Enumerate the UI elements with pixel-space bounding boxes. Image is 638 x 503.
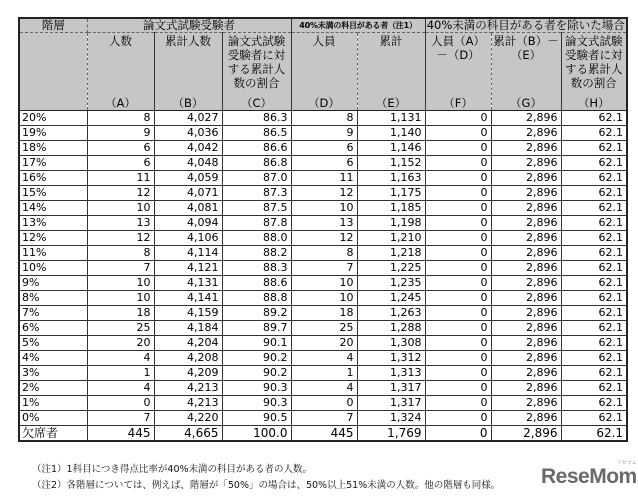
table-row <box>19 381 627 396</box>
value-cell: 0 <box>425 246 491 261</box>
value-cell: 0 <box>425 291 491 306</box>
value-cell: 25 <box>87 321 154 336</box>
value-cell: 62.1 <box>561 201 627 216</box>
value-cell: 62.1 <box>561 216 627 231</box>
resemom-logo <box>541 460 637 489</box>
value-cell: 0 <box>425 111 491 126</box>
level-cell: 欠席者 <box>19 426 87 442</box>
value-cell: 1,146 <box>357 141 425 156</box>
level-cell: 3% <box>19 366 87 381</box>
value-cell: 0 <box>425 306 491 321</box>
value-cell: 62.1 <box>561 411 627 426</box>
value-cell: 1,152 <box>357 156 425 171</box>
value-cell: 1,140 <box>357 126 425 141</box>
value-cell: 2,896 <box>491 366 561 381</box>
header-col-b: 累計人数 （B） <box>154 33 222 111</box>
value-cell: 11 <box>291 171 357 186</box>
value-cell: 2,896 <box>491 141 561 156</box>
value-cell: 90.1 <box>222 336 291 351</box>
value-cell: 0 <box>425 126 491 141</box>
value-cell: 0 <box>425 351 491 366</box>
table-row <box>19 171 627 186</box>
value-cell: 2,896 <box>491 306 561 321</box>
value-cell: 4,184 <box>154 321 222 336</box>
value-cell: 90.5 <box>222 411 291 426</box>
value-cell: 4,071 <box>154 186 222 201</box>
value-cell: 62.1 <box>561 351 627 366</box>
value-cell: 4,106 <box>154 231 222 246</box>
value-cell: 0 <box>425 426 491 442</box>
value-cell: 25 <box>291 321 357 336</box>
value-cell: 445 <box>291 426 357 442</box>
value-cell: 20 <box>291 336 357 351</box>
value-cell: 4,208 <box>154 351 222 366</box>
value-cell: 62.1 <box>561 141 627 156</box>
value-cell: 87.5 <box>222 201 291 216</box>
value-cell: 0 <box>425 186 491 201</box>
header-col-a: 人数 （A） <box>87 33 154 111</box>
value-cell: 1,163 <box>357 171 425 186</box>
level-cell: 5% <box>19 336 87 351</box>
value-cell: 13 <box>291 216 357 231</box>
value-cell: 2,896 <box>491 261 561 276</box>
table-row <box>19 126 627 141</box>
value-cell: 2,896 <box>491 396 561 411</box>
value-cell: 0 <box>425 411 491 426</box>
value-cell: 86.8 <box>222 156 291 171</box>
value-cell: 4,121 <box>154 261 222 276</box>
value-cell: 62.1 <box>561 246 627 261</box>
value-cell: 11 <box>87 171 154 186</box>
value-cell: 7 <box>291 411 357 426</box>
value-cell: 0 <box>425 396 491 411</box>
value-cell: 87.0 <box>222 171 291 186</box>
value-cell: 1,175 <box>357 186 425 201</box>
table-row <box>19 411 627 426</box>
value-cell: 7 <box>87 411 154 426</box>
value-cell: 2,896 <box>491 381 561 396</box>
level-cell: 18% <box>19 141 87 156</box>
value-cell: 62.1 <box>561 171 627 186</box>
value-cell: 1 <box>291 366 357 381</box>
value-cell: 4,094 <box>154 216 222 231</box>
level-cell: 19% <box>19 126 87 141</box>
value-cell: 6 <box>87 156 154 171</box>
table-row <box>19 351 627 366</box>
value-cell: 8 <box>291 246 357 261</box>
value-cell: 88.2 <box>222 246 291 261</box>
value-cell: 2,896 <box>491 186 561 201</box>
value-cell: 4,081 <box>154 201 222 216</box>
value-cell: 2,896 <box>491 126 561 141</box>
level-cell: 16% <box>19 171 87 186</box>
value-cell: 4,027 <box>154 111 222 126</box>
table-row <box>19 186 627 201</box>
level-cell: 2% <box>19 381 87 396</box>
value-cell: 88.6 <box>222 276 291 291</box>
value-cell: 1,245 <box>357 291 425 306</box>
table-row <box>19 321 627 336</box>
table-row <box>19 201 627 216</box>
table-row <box>19 156 627 171</box>
value-cell: 7 <box>87 261 154 276</box>
value-cell: 10 <box>291 201 357 216</box>
value-cell: 1,769 <box>357 426 425 442</box>
value-cell: 2,896 <box>491 111 561 126</box>
value-cell: 6 <box>87 141 154 156</box>
level-cell: 4% <box>19 351 87 366</box>
table-row <box>19 111 627 126</box>
value-cell: 0 <box>425 156 491 171</box>
value-cell: 1,218 <box>357 246 425 261</box>
header-col-e: 累計 （E） <box>357 33 425 111</box>
value-cell: 8 <box>87 246 154 261</box>
footnote-1: （注1）1科目につき得点比率が40%未満の科目がある者の人数。 <box>32 464 313 475</box>
value-cell: 12 <box>291 231 357 246</box>
value-cell: 0 <box>425 216 491 231</box>
table-row <box>19 426 627 442</box>
value-cell: 0 <box>291 396 357 411</box>
level-cell: 11% <box>19 246 87 261</box>
value-cell: 9 <box>87 126 154 141</box>
value-cell: 86.6 <box>222 141 291 156</box>
value-cell: 0 <box>425 276 491 291</box>
value-cell: 2,896 <box>491 201 561 216</box>
value-cell: 88.3 <box>222 261 291 276</box>
value-cell: 12 <box>87 186 154 201</box>
header-row-groups <box>19 18 627 33</box>
table-row <box>19 306 627 321</box>
value-cell: 7 <box>291 261 357 276</box>
value-cell: 4 <box>291 351 357 366</box>
value-cell: 2,896 <box>491 411 561 426</box>
value-cell: 4,036 <box>154 126 222 141</box>
value-cell: 10 <box>87 201 154 216</box>
value-cell: 18 <box>291 306 357 321</box>
level-cell: 20% <box>19 111 87 126</box>
header-level: 階層 <box>19 18 87 33</box>
table-row <box>19 141 627 156</box>
value-cell: 0 <box>87 396 154 411</box>
header-col-g: 累計（B）－（E） （G） <box>491 33 561 111</box>
value-cell: 1,263 <box>357 306 425 321</box>
value-cell: 20 <box>87 336 154 351</box>
level-cell: 12% <box>19 231 87 246</box>
value-cell: 10 <box>87 291 154 306</box>
table-row <box>19 291 627 306</box>
level-cell: 10% <box>19 261 87 276</box>
level-cell: 0% <box>19 411 87 426</box>
value-cell: 1 <box>87 366 154 381</box>
value-cell: 87.3 <box>222 186 291 201</box>
value-cell: 1,317 <box>357 381 425 396</box>
value-cell: 0 <box>425 141 491 156</box>
value-cell: 4,141 <box>154 291 222 306</box>
value-cell: 1,198 <box>357 216 425 231</box>
value-cell: 10 <box>291 291 357 306</box>
value-cell: 2,896 <box>491 156 561 171</box>
value-cell: 100.0 <box>222 426 291 442</box>
level-cell: 9% <box>19 276 87 291</box>
value-cell: 445 <box>87 426 154 442</box>
value-cell: 4,213 <box>154 381 222 396</box>
value-cell: 0 <box>425 261 491 276</box>
value-cell: 89.2 <box>222 306 291 321</box>
value-cell: 2,896 <box>491 231 561 246</box>
value-cell: 62.1 <box>561 426 627 442</box>
value-cell: 4 <box>87 381 154 396</box>
value-cell: 4,048 <box>154 156 222 171</box>
header-col-c: 論文式試験受験者に対する累計人数の割合 （C） <box>222 33 291 111</box>
value-cell: 10 <box>291 276 357 291</box>
value-cell: 4,209 <box>154 366 222 381</box>
value-cell: 2,896 <box>491 336 561 351</box>
value-cell: 1,210 <box>357 231 425 246</box>
value-cell: 4 <box>87 351 154 366</box>
results-table <box>18 17 628 442</box>
value-cell: 1,308 <box>357 336 425 351</box>
value-cell: 2,896 <box>491 321 561 336</box>
value-cell: 87.8 <box>222 216 291 231</box>
value-cell: 89.7 <box>222 321 291 336</box>
value-cell: 1,131 <box>357 111 425 126</box>
value-cell: 1,288 <box>357 321 425 336</box>
table-row <box>19 396 627 411</box>
level-cell: 13% <box>19 216 87 231</box>
value-cell: 0 <box>425 171 491 186</box>
value-cell: 2,896 <box>491 171 561 186</box>
table-row <box>19 366 627 381</box>
value-cell: 62.1 <box>561 336 627 351</box>
value-cell: 0 <box>425 201 491 216</box>
value-cell: 62.1 <box>561 276 627 291</box>
value-cell: 1,313 <box>357 366 425 381</box>
table-row <box>19 216 627 231</box>
value-cell: 0 <box>425 336 491 351</box>
level-cell: 8% <box>19 291 87 306</box>
table-row <box>19 276 627 291</box>
value-cell: 4,131 <box>154 276 222 291</box>
value-cell: 62.1 <box>561 291 627 306</box>
value-cell: 88.0 <box>222 231 291 246</box>
header-group-under-40: 40%未満の科目がある者（注1） <box>291 18 425 33</box>
value-cell: 1,225 <box>357 261 425 276</box>
value-cell: 9 <box>291 126 357 141</box>
value-cell: 4 <box>291 381 357 396</box>
level-cell: 17% <box>19 156 87 171</box>
level-cell: 6% <box>19 321 87 336</box>
table-row <box>19 336 627 351</box>
value-cell: 1,185 <box>357 201 425 216</box>
value-cell: 6 <box>291 141 357 156</box>
value-cell: 62.1 <box>561 366 627 381</box>
value-cell: 2,896 <box>491 246 561 261</box>
header-col-level <box>19 33 87 111</box>
footnote-2: （注2）各階層については、例えば、階層が「50%」の場合は、50%以上51%未満の人数。他の階層も同様。 <box>32 480 501 491</box>
level-cell: 1% <box>19 396 87 411</box>
value-cell: 4,159 <box>154 306 222 321</box>
value-cell: 0 <box>425 366 491 381</box>
value-cell: 10 <box>87 276 154 291</box>
value-cell: 4,665 <box>154 426 222 442</box>
logo-text: ReseMom <box>541 465 637 488</box>
table-row <box>19 246 627 261</box>
value-cell: 2,896 <box>491 426 561 442</box>
value-cell: 86.5 <box>222 126 291 141</box>
value-cell: 2,896 <box>491 276 561 291</box>
value-cell: 12 <box>291 186 357 201</box>
level-cell: 7% <box>19 306 87 321</box>
value-cell: 62.1 <box>561 381 627 396</box>
header-row-columns <box>19 33 627 111</box>
value-cell: 1,324 <box>357 411 425 426</box>
value-cell: 62.1 <box>561 126 627 141</box>
value-cell: 4,220 <box>154 411 222 426</box>
value-cell: 0 <box>425 231 491 246</box>
value-cell: 18 <box>87 306 154 321</box>
value-cell: 62.1 <box>561 186 627 201</box>
value-cell: 4,059 <box>154 171 222 186</box>
value-cell: 2,896 <box>491 351 561 366</box>
header-col-h: 論文式試験受験者に対する累計人数の割合 （H） <box>561 33 627 111</box>
value-cell: 62.1 <box>561 156 627 171</box>
value-cell: 86.3 <box>222 111 291 126</box>
value-cell: 1,317 <box>357 396 425 411</box>
value-cell: 62.1 <box>561 231 627 246</box>
value-cell: 8 <box>87 111 154 126</box>
value-cell: 8 <box>291 111 357 126</box>
value-cell: 12 <box>87 231 154 246</box>
value-cell: 62.1 <box>561 396 627 411</box>
value-cell: 90.3 <box>222 396 291 411</box>
level-cell: 15% <box>19 186 87 201</box>
header-group-excluding-under-40: 40%未満の科目がある者を除いた場合 <box>425 18 627 33</box>
value-cell: 2,896 <box>491 291 561 306</box>
value-cell: 90.3 <box>222 381 291 396</box>
value-cell: 1,235 <box>357 276 425 291</box>
value-cell: 1,312 <box>357 351 425 366</box>
level-cell: 14% <box>19 201 87 216</box>
header-group-essay-examinees: 論文式試験受験者 <box>87 18 291 33</box>
value-cell: 4,213 <box>154 396 222 411</box>
value-cell: 4,204 <box>154 336 222 351</box>
value-cell: 4,042 <box>154 141 222 156</box>
header-col-f: 人員（A）－（D） （F） <box>425 33 491 111</box>
value-cell: 2,896 <box>491 216 561 231</box>
value-cell: 90.2 <box>222 366 291 381</box>
table-row <box>19 261 627 276</box>
value-cell: 4,114 <box>154 246 222 261</box>
value-cell: 0 <box>425 381 491 396</box>
logo-kana: リセマム <box>616 460 637 466</box>
table-body <box>19 111 627 442</box>
footnotes <box>32 462 500 494</box>
value-cell: 6 <box>291 156 357 171</box>
header-col-d: 人員 （D） <box>291 33 357 111</box>
value-cell: 62.1 <box>561 321 627 336</box>
value-cell: 62.1 <box>561 261 627 276</box>
value-cell: 0 <box>425 321 491 336</box>
value-cell: 62.1 <box>561 111 627 126</box>
value-cell: 62.1 <box>561 306 627 321</box>
value-cell: 90.2 <box>222 351 291 366</box>
value-cell: 13 <box>87 216 154 231</box>
value-cell: 88.8 <box>222 291 291 306</box>
table-row <box>19 231 627 246</box>
